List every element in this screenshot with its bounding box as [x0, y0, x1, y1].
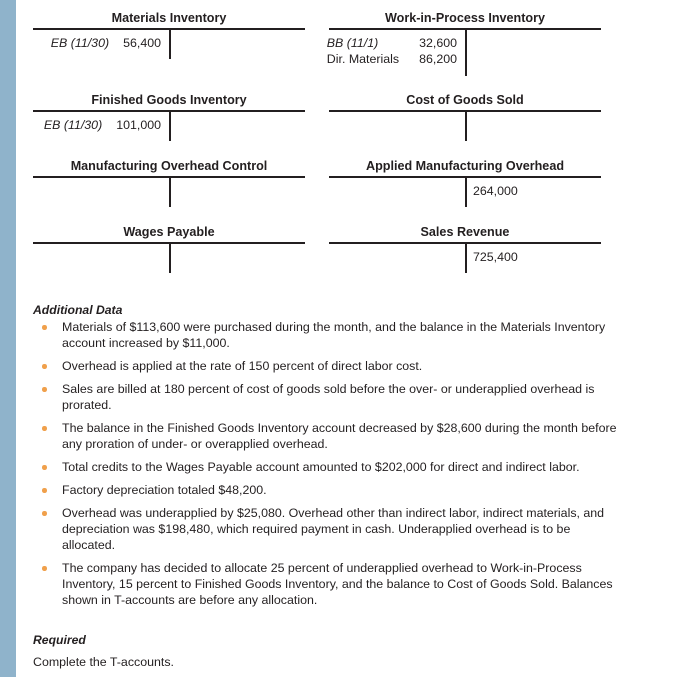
bullet-icon [42, 387, 47, 392]
list-item-text: Sales are billed at 180 percent of cost of goods sold before the over- or underapplied overhead is prorated. [62, 382, 595, 412]
t-account-title: Applied Manufacturing Overhead [365, 159, 565, 173]
entry-value: 264,000 [473, 184, 518, 198]
entry-value: 725,400 [473, 250, 518, 264]
t-account-vertical-rule [465, 110, 467, 141]
t-account-credit-side [473, 249, 518, 265]
required-heading: Required [33, 633, 86, 647]
list-item-text: Overhead was underapplied by $25,080. Overhead other than indirect labor, indirect materials, and depreciation was $198,480, which required payment in cash. Underapplied overhead is to be allocated. [62, 506, 605, 552]
t-account-title: Finished Goods Inventory [91, 93, 247, 107]
bullet-icon [42, 325, 47, 330]
t-account-vertical-rule [169, 28, 171, 59]
bullet-icon [42, 511, 47, 516]
t-account-title: Sales Revenue [420, 225, 510, 239]
left-accent-bar [0, 0, 16, 677]
bullet-icon [42, 364, 47, 369]
t-account-vertical-rule [465, 176, 467, 207]
entry-value: 86,200 [419, 52, 457, 66]
list-item [38, 560, 618, 608]
list-item-text: Materials of $113,600 were purchased during the month, and the balance in the Materials Inventory account increased by $11,000. [62, 320, 606, 350]
entry-label: BB (11/1) [326, 36, 379, 50]
bullet-icon [42, 566, 47, 571]
t-account-title: Cost of Goods Sold [406, 93, 524, 107]
list-item-text: Total credits to the Wages Payable account amounted to $202,000 for direct and indirect labor. [62, 460, 580, 474]
bullet-icon [42, 426, 47, 431]
entry-value: 32,600 [419, 36, 457, 50]
t-account-title: Wages Payable [123, 225, 215, 239]
list-item [38, 381, 618, 413]
t-account-vertical-rule [169, 110, 171, 141]
list-item-text: Factory depreciation totaled $48,200. [62, 483, 267, 497]
t-account-debit-side [51, 35, 161, 51]
t-account-vertical-rule [465, 242, 467, 273]
bullet-icon [42, 465, 47, 470]
list-item [38, 505, 618, 553]
t-account-vertical-rule [169, 176, 171, 207]
t-account-vertical-rule [465, 28, 467, 76]
t-account-title: Manufacturing Overhead Control [70, 159, 268, 173]
required-instruction: Complete the T-accounts. [33, 655, 174, 669]
list-item [38, 482, 618, 498]
entry-value: 101,000 [116, 118, 161, 132]
entry-label: EB (11/30) [43, 118, 103, 132]
t-account-title: Materials Inventory [111, 11, 227, 25]
additional-data-list [38, 319, 618, 615]
list-item [38, 358, 618, 374]
list-item-text: The company has decided to allocate 25 percent of underapplied overhead to Work-in-Process Inventory, 15 percent to Finished Goods Inventory, and the balance to Cost of Goods Sold. Balances shown in T-accounts are before any allocation. [62, 561, 613, 607]
bullet-icon [42, 488, 47, 493]
additional-data-heading: Additional Data [33, 303, 123, 317]
t-account-credit-side [473, 183, 518, 199]
t-account-title: Work-in-Process Inventory [384, 11, 546, 25]
list-item [38, 319, 618, 351]
t-account-vertical-rule [169, 242, 171, 273]
t-account-debit-side [44, 117, 161, 133]
entry-value: 56,400 [123, 36, 161, 50]
entry-label: EB (11/30) [50, 36, 110, 50]
t-account-debit-side [327, 35, 457, 67]
list-item [38, 459, 618, 475]
list-item-text: The balance in the Finished Goods Inventory account decreased by $28,600 during the month before any proration of under- or overapplied overhead. [62, 421, 617, 451]
list-item-text: Overhead is applied at the rate of 150 percent of direct labor cost. [62, 359, 423, 373]
list-item [38, 420, 618, 452]
entry-label: Dir. Materials [326, 52, 400, 66]
